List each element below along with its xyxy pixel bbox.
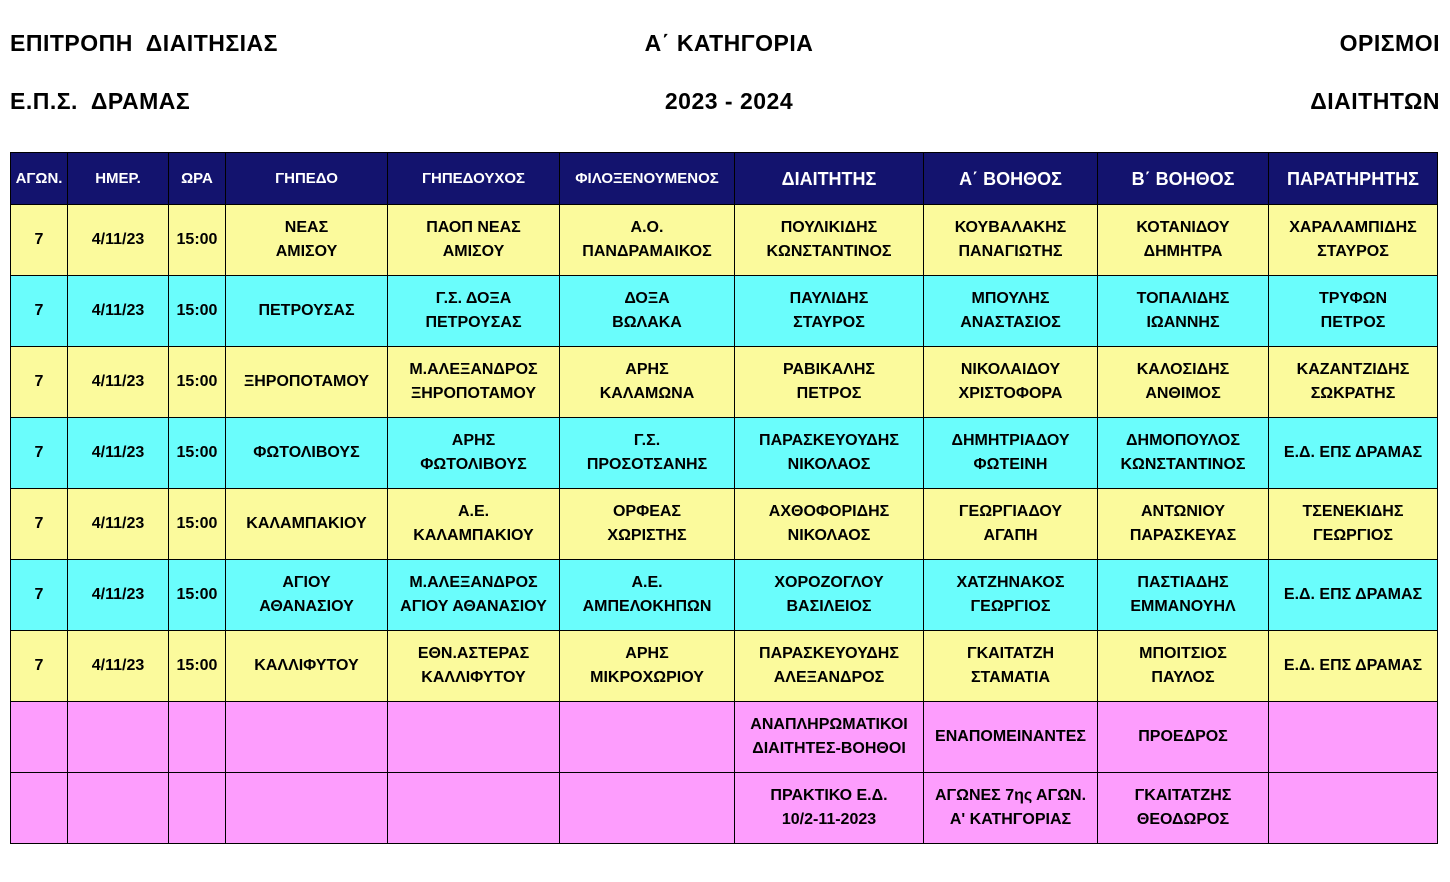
cell-observer: [1269, 418, 1438, 489]
column-header-date: ΗΜΕΡ.: [68, 153, 169, 205]
cell-referee-line: ΠΑΥΛΙΔΗΣ: [789, 290, 869, 307]
cell-away-team-line: ΚΑΛΑΜΩΝΑ: [599, 385, 695, 402]
footer-cell-president: [1098, 773, 1269, 844]
cell-stadium: [226, 276, 388, 347]
column-header-home-team: ΓΗΠΕΔΟΥΧΟΣ: [388, 153, 560, 205]
column-header-assistant-2: Β΄ ΒΟΗΘΟΣ: [1098, 153, 1269, 205]
cell-round: 7: [11, 276, 68, 347]
cell-assistant-1-line: ΦΩΤΕΙΝΗ: [973, 456, 1048, 473]
cell-home-team: [388, 489, 560, 560]
empty-cell: [169, 773, 226, 844]
cell-time: 15:00: [169, 489, 226, 560]
cell-referee: [735, 205, 924, 276]
cell-assistant-1: [924, 347, 1098, 418]
cell-assistant-2: [1098, 205, 1269, 276]
cell-home-team-line: ΚΑΛΛΙΦΥΤΟΥ: [421, 669, 526, 686]
cell-away-team: [560, 418, 735, 489]
column-header-away-team: ΦΙΛΟΞΕΝΟΥΜΕΝΟΣ: [560, 153, 735, 205]
cell-assistant-1-line: ΜΠΟΥΛΗΣ: [971, 290, 1050, 307]
cell-away-team-line: Α.Ε.: [631, 574, 663, 591]
cell-home-team: [388, 205, 560, 276]
cell-assistant-1-line: ΓΕΩΡΓΙΑΔΟΥ: [958, 503, 1063, 520]
cell-referee-line: ΒΑΣΙΛΕΙΟΣ: [786, 598, 872, 615]
table-header-row: [11, 153, 1438, 205]
cell-stadium: [226, 631, 388, 702]
cell-referee: [735, 631, 924, 702]
cell-assistant-1: [924, 276, 1098, 347]
cell-assistant-1-line: ΔΗΜΗΤΡΙΑΔΟΥ: [951, 432, 1070, 449]
footer-cell-remaining-line: ΕΝΑΠΟΜΕΙΝΑΝΤΕΣ: [935, 728, 1086, 745]
empty-cell: [169, 702, 226, 773]
empty-cell: [226, 702, 388, 773]
footer-cell-remaining: [924, 702, 1098, 773]
cell-away-team-line: ΑΡΗΣ: [625, 645, 669, 662]
cell-stadium-line: ΑΘΑΝΑΣΙΟΥ: [259, 598, 354, 615]
cell-stadium-line: ΚΑΛΑΜΠΑΚΙΟΥ: [246, 515, 367, 532]
cell-away-team-line: ΠΡΟΣΟΤΣΑΝΗΣ: [586, 456, 708, 473]
footer-cell-notes: [735, 702, 924, 773]
table-row: [11, 418, 1438, 489]
cell-referee-line: ΝΙΚΟΛΑΟΣ: [787, 527, 871, 544]
empty-cell: [11, 702, 68, 773]
cell-assistant-2-line: ΔΗΜΗΤΡΑ: [1143, 243, 1223, 260]
cell-round: 7: [11, 205, 68, 276]
cell-stadium-line: ΝΕΑΣ: [284, 219, 329, 236]
footer-cell-remaining-line: ΑΓΩΝΕΣ 7ης ΑΓΩΝ.: [934, 787, 1087, 804]
cell-home-team-line: Α.Ε.: [457, 503, 490, 520]
footer-row: [11, 702, 1438, 773]
cell-time: 15:00: [169, 631, 226, 702]
cell-stadium: [226, 560, 388, 631]
cell-away-team-line: ΧΩΡΙΣΤΗΣ: [607, 527, 687, 544]
cell-referee-line: ΠΑΡΑΣΚΕΥΟΥΔΗΣ: [759, 432, 899, 449]
cell-assistant-1: [924, 560, 1098, 631]
cell-round: 7: [11, 560, 68, 631]
cell-assistant-2-line: ΤΟΠΑΛΙΔΗΣ: [1136, 290, 1230, 307]
cell-home-team: [388, 631, 560, 702]
cell-referee-line: ΝΙΚΟΛΑΟΣ: [787, 456, 871, 473]
empty-cell: [68, 702, 169, 773]
footer-cell-notes: [735, 773, 924, 844]
column-header-observer: ΠΑΡΑΤΗΡΗΤΗΣ: [1269, 153, 1438, 205]
cell-assistant-1: [924, 631, 1098, 702]
cell-time: 15:00: [169, 347, 226, 418]
cell-observer-line: ΚΑΖΑΝΤΖΙΔΗΣ: [1296, 361, 1410, 378]
footer-cell-notes-line: ΑΝΑΠΛΗΡΩΜΑΤΙΚΟΙ: [750, 716, 908, 733]
cell-home-team-line: ΦΩΤΟΛΙΒΟΥΣ: [420, 456, 527, 473]
cell-assistant-2-line: ΠΑΥΛΟΣ: [1151, 669, 1215, 686]
cell-date: 4/11/23: [68, 276, 169, 347]
cell-stadium-line: ΚΑΛΛΙΦΥΤΟΥ: [254, 657, 359, 674]
cell-home-team-line: ΕΘΝ.ΑΣΤΕΡΑΣ: [417, 645, 530, 662]
cell-assistant-2-line: ΜΠΟΙΤΣΙΟΣ: [1139, 645, 1227, 662]
cell-assistant-1-line: ΧΑΤΖΗΝΑΚΟΣ: [956, 574, 1065, 591]
column-header-referee: ΔΙΑΙΤΗΤΗΣ: [735, 153, 924, 205]
cell-observer-line: ΧΑΡΑΛΑΜΠΙΔΗΣ: [1289, 219, 1417, 236]
empty-cell: [226, 773, 388, 844]
cell-assistant-2: [1098, 276, 1269, 347]
cell-away-team-line: ΜΙΚΡΟΧΩΡΙΟΥ: [590, 669, 704, 686]
cell-stadium-line: ΞΗΡΟΠΟΤΑΜΟΥ: [243, 373, 370, 390]
column-header-time: ΩΡΑ: [169, 153, 226, 205]
cell-date: 4/11/23: [68, 489, 169, 560]
committee-title: ΕΠΙΤΡΟΠΗ ΔΙΑΙΤΗΣΙΑΣ: [10, 30, 278, 56]
cell-round: 7: [11, 347, 68, 418]
cell-date: 4/11/23: [68, 418, 169, 489]
assignments-title: ΟΡΙΣΜΟΙ: [1339, 30, 1440, 56]
footer-cell-president-line: ΓΚΑΙΤΑΤΖΗΣ: [1134, 787, 1232, 804]
cell-referee-line: ΡΑΒΙΚΑΛΗΣ: [783, 361, 875, 378]
empty-cell: [388, 702, 560, 773]
cell-observer: [1269, 631, 1438, 702]
cell-home-team-line: ΑΓΙΟΥ ΑΘΑΝΑΣΙΟΥ: [400, 598, 547, 615]
cell-assistant-2-line: ΚΩΝΣΤΑΝΤΙΝΟΣ: [1120, 456, 1246, 473]
empty-cell: [1269, 773, 1438, 844]
cell-home-team-line: Μ.ΑΛΕΞΑΝΔΡΟΣ: [409, 574, 538, 591]
cell-home-team: [388, 418, 560, 489]
cell-round: 7: [11, 489, 68, 560]
cell-referee-line: ΑΧΘΟΦΟΡΙΔΗΣ: [768, 503, 890, 520]
cell-stadium-line: ΑΜΙΣΟΥ: [275, 243, 338, 260]
cell-observer-line: ΤΣΕΝΕΚΙΔΗΣ: [1302, 503, 1404, 520]
table-row: [11, 489, 1438, 560]
cell-home-team-line: Μ.ΑΛΕΞΑΝΔΡΟΣ: [409, 361, 538, 378]
cell-assistant-2-line: ΠΑΣΤΙΑΔΗΣ: [1137, 574, 1229, 591]
cell-observer-line: ΣΩΚΡΑΤΗΣ: [1310, 385, 1396, 402]
empty-cell: [388, 773, 560, 844]
cell-assistant-2-line: ΙΩΑΝΝΗΣ: [1146, 314, 1220, 331]
cell-assistant-1-line: ΓΕΩΡΓΙΟΣ: [970, 598, 1051, 615]
column-header-round: ΑΓΩΝ.: [11, 153, 68, 205]
cell-time: 15:00: [169, 418, 226, 489]
cell-stadium: [226, 418, 388, 489]
cell-away-team: [560, 489, 735, 560]
footer-cell-remaining: [924, 773, 1098, 844]
cell-referee: [735, 489, 924, 560]
cell-stadium-line: ΦΩΤΟΛΙΒΟΥΣ: [253, 444, 360, 461]
cell-away-team-line: ΒΩΛΑΚΑ: [612, 314, 682, 331]
cell-assistant-2: [1098, 347, 1269, 418]
table-row: [11, 205, 1438, 276]
cell-home-team-line: ΚΑΛΑΜΠΑΚΙΟΥ: [413, 527, 534, 544]
cell-away-team: [560, 560, 735, 631]
cell-time: 15:00: [169, 560, 226, 631]
referee-assignments-table: [10, 152, 1438, 844]
footer-cell-notes-line: 10/2-11-2023: [781, 811, 877, 828]
column-header-assistant-1: Α΄ ΒΟΗΘΟΣ: [924, 153, 1098, 205]
cell-date: 4/11/23: [68, 205, 169, 276]
cell-away-team: [560, 631, 735, 702]
cell-referee-line: ΣΤΑΥΡΟΣ: [793, 314, 865, 331]
footer-cell-president-line: ΠΡΟΕΔΡΟΣ: [1138, 728, 1228, 745]
cell-assistant-1-line: ΠΑΝΑΓΙΩΤΗΣ: [958, 243, 1063, 260]
empty-cell: [68, 773, 169, 844]
cell-home-team-line: ΑΡΗΣ: [451, 432, 496, 449]
cell-away-team-line: ΟΡΦΕΑΣ: [612, 503, 682, 520]
cell-observer: [1269, 276, 1438, 347]
empty-cell: [560, 773, 735, 844]
footer-cell-president: [1098, 702, 1269, 773]
cell-assistant-1: [924, 418, 1098, 489]
cell-observer: [1269, 560, 1438, 631]
cell-assistant-2: [1098, 631, 1269, 702]
cell-observer-line: ΠΕΤΡΟΣ: [1320, 314, 1386, 331]
cell-referee-line: ΠΑΡΑΣΚΕΥΟΥΔΗΣ: [759, 645, 899, 662]
cell-home-team-line: Γ.Σ. ΔΟΞΑ: [435, 290, 512, 307]
footer-cell-president-line: ΘΕΟΔΩΡΟΣ: [1136, 811, 1230, 828]
empty-cell: [11, 773, 68, 844]
cell-referee-line: ΠΕΤΡΟΣ: [796, 385, 862, 402]
cell-stadium-line: ΠΕΤΡΟΥΣΑΣ: [258, 302, 355, 319]
cell-away-team-line: ΑΜΠΕΛΟΚΗΠΩΝ: [582, 598, 712, 615]
table-row: [11, 560, 1438, 631]
cell-referee-line: ΚΩΝΣΤΑΝΤΙΝΟΣ: [766, 243, 892, 260]
cell-stadium-line: ΑΓΙΟΥ: [282, 574, 331, 591]
cell-assistant-1: [924, 205, 1098, 276]
cell-observer-line: ΓΕΩΡΓΙΟΣ: [1313, 527, 1393, 544]
cell-away-team-line: ΔΟΞΑ: [624, 290, 670, 307]
cell-round: 7: [11, 418, 68, 489]
cell-referee-line: ΧΟΡΟΖΟΓΛΟΥ: [774, 574, 884, 591]
referees-title: ΔΙΑΙΤΗΤΩΝ: [1310, 88, 1440, 114]
cell-stadium: [226, 205, 388, 276]
season-title: 2023 - 2024: [664, 88, 794, 114]
cell-assistant-2: [1098, 560, 1269, 631]
cell-referee-line: ΑΛΕΞΑΝΔΡΟΣ: [773, 669, 885, 686]
cell-referee: [735, 276, 924, 347]
empty-cell: [560, 702, 735, 773]
cell-observer: [1269, 489, 1438, 560]
empty-cell: [1269, 702, 1438, 773]
cell-home-team-line: ΠΕΤΡΟΥΣΑΣ: [425, 314, 522, 331]
cell-away-team: [560, 347, 735, 418]
cell-assistant-1-line: ΝΙΚΟΛΑΙΔΟΥ: [960, 361, 1061, 378]
cell-observer: [1269, 347, 1438, 418]
cell-assistant-2: [1098, 489, 1269, 560]
cell-round: 7: [11, 631, 68, 702]
cell-away-team: [560, 205, 735, 276]
cell-assistant-2-line: ΔΗΜΟΠΟΥΛΟΣ: [1126, 432, 1240, 449]
footer-cell-notes-line: ΔΙΑΙΤΗΤΕΣ-ΒΟΗΘΟΙ: [752, 740, 906, 757]
cell-referee: [735, 347, 924, 418]
cell-assistant-1-line: ΑΓΑΠΗ: [983, 527, 1038, 544]
cell-observer-line: Ε.Δ. ΕΠΣ ΔΡΑΜΑΣ: [1283, 657, 1423, 674]
cell-observer-line: ΤΡΥΦΩΝ: [1318, 290, 1388, 307]
cell-assistant-2-line: ΚΟΤΑΝΙΔΟΥ: [1136, 219, 1230, 236]
cell-assistant-2-line: ΑΝΘΙΜΟΣ: [1145, 385, 1221, 402]
cell-away-team-line: ΑΡΗΣ: [625, 361, 669, 378]
footer-cell-notes-line: ΠΡΑΚΤΙΚΟ Ε.Δ.: [770, 787, 888, 804]
cell-assistant-1-line: ΓΚΑΙΤΑΤΖΗ: [966, 645, 1055, 662]
cell-assistant-1: [924, 489, 1098, 560]
cell-home-team-line: ΞΗΡΟΠΟΤΑΜΟΥ: [410, 385, 537, 402]
cell-home-team-line: ΠΑΟΠ ΝΕΑΣ: [426, 219, 521, 236]
cell-stadium: [226, 347, 388, 418]
cell-away-team-line: ΠΑΝΔΡΑΜΑΙΚΟΣ: [582, 243, 712, 260]
table-row: [11, 276, 1438, 347]
cell-assistant-1-line: ΣΤΑΜΑΤΙΑ: [970, 669, 1051, 686]
cell-away-team-line: Γ.Σ.: [633, 432, 661, 449]
cell-observer-line: Ε.Δ. ΕΠΣ ΔΡΑΜΑΣ: [1283, 586, 1423, 603]
column-header-stadium: ΓΗΠΕΔΟ: [226, 153, 388, 205]
cell-assistant-2-line: ΠΑΡΑΣΚΕΥΑΣ: [1129, 527, 1237, 544]
cell-date: 4/11/23: [68, 347, 169, 418]
category-title: Α΄ ΚΑΤΗΓΟΡΙΑ: [644, 30, 814, 56]
footer-row: [11, 773, 1438, 844]
cell-referee-line: ΠΟΥΛΙΚΙΔΗΣ: [780, 219, 878, 236]
cell-referee: [735, 418, 924, 489]
table-row: [11, 347, 1438, 418]
cell-away-team: [560, 276, 735, 347]
table-row: [11, 631, 1438, 702]
cell-assistant-1-line: ΚΟΥΒΑΛΑΚΗΣ: [954, 219, 1067, 236]
cell-assistant-2-line: ΕΜΜΑΝΟΥΗΛ: [1130, 598, 1236, 615]
cell-assistant-2: [1098, 418, 1269, 489]
cell-date: 4/11/23: [68, 560, 169, 631]
cell-observer: [1269, 205, 1438, 276]
cell-home-team: [388, 347, 560, 418]
cell-assistant-2-line: ΑΝΤΩΝΙΟΥ: [1140, 503, 1226, 520]
cell-home-team: [388, 560, 560, 631]
footer-cell-remaining-line: Α' ΚΑΤΗΓΟΡΙΑΣ: [949, 811, 1072, 828]
cell-observer-line: Ε.Δ. ΕΠΣ ΔΡΑΜΑΣ: [1283, 444, 1423, 461]
cell-assistant-1-line: ΑΝΑΣΤΑΣΙΟΣ: [960, 314, 1061, 331]
cell-away-team-line: Α.Ο.: [630, 219, 664, 236]
cell-referee: [735, 560, 924, 631]
cell-time: 15:00: [169, 276, 226, 347]
cell-date: 4/11/23: [68, 631, 169, 702]
cell-home-team-line: ΑΜΙΣΟΥ: [442, 243, 505, 260]
cell-home-team: [388, 276, 560, 347]
cell-stadium: [226, 489, 388, 560]
cell-observer-line: ΣΤΑΥΡΟΣ: [1317, 243, 1389, 260]
federation-name: Ε.Π.Σ. ΔΡΑΜΑΣ: [10, 88, 191, 114]
cell-assistant-2-line: ΚΑΛΟΣΙΔΗΣ: [1136, 361, 1230, 378]
cell-time: 15:00: [169, 205, 226, 276]
cell-assistant-1-line: ΧΡΙΣΤΟΦΟΡΑ: [958, 385, 1063, 402]
